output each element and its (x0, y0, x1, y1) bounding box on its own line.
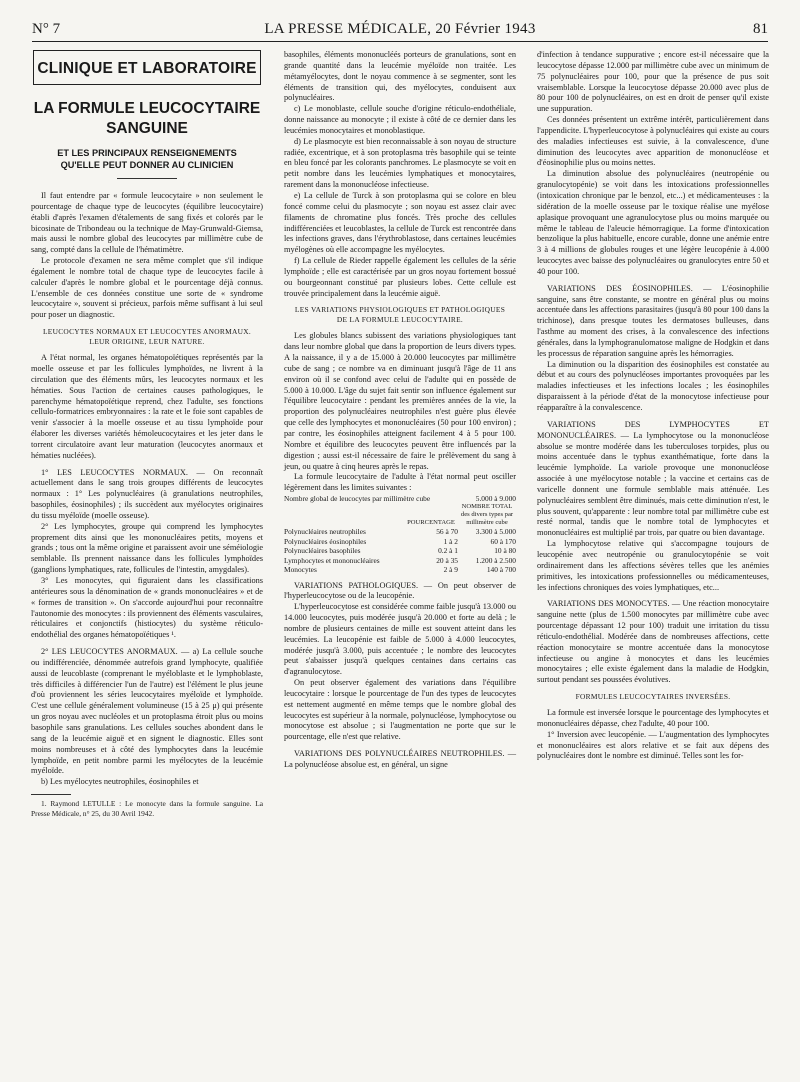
section-heading (284, 305, 516, 325)
table-row (284, 537, 516, 546)
section-heading-line: LEUR ORIGINE, LEUR NATURE. (89, 337, 205, 347)
section-heading-line: LES VARIATIONS PHYSIOLOGIQUES ET PATHOLOGIQUES (294, 305, 506, 315)
table-cell-label: Monocytes (284, 565, 317, 575)
table-cell-pct: 1 à 2 (443, 536, 458, 546)
table-row (284, 527, 516, 536)
paragraph: Le protocole d'examen ne sera même complet que s'il indique également le nombre total de chaque type de leucocytes facile à calculer d'après le nombre global et le pourcentage déjà connus. L'ensemble de ces données constitue une sorte de « syndrome leucocytaire », souvent si précieux, parfois même suffisant à lui seul pour poser un diagnostic. (31, 256, 263, 320)
section-heading (31, 327, 263, 347)
table-cell-label: Polynucléaires neutrophiles (284, 527, 366, 537)
page-number: 81 (753, 21, 768, 37)
paragraph: 1° LES LEUCOCYTES NORMAUX. — On reconnaît actuellement dans le sang trois groupes différents de leucocytes normaux : 1° Les polynucléaires (à granulations neutrophiles, basophiles, éosinophiles) ; ils succèdent aux myélocytes originaires du tissu myéloïde (moelle osseuse). (31, 467, 263, 520)
title-line: SANGUINE (106, 120, 188, 137)
paragraph: VARIATIONS DES MONOCYTES. — Une réaction monocytaire sanguine nette (plus de 1.500 monocytes par millimètre cube avec pourcentage dépassant 12 pour 100) traduit une irritation du tissu réticulo-endothélial. Modérée dans de nombreuses affections, cette réaction monocytaire se montre accentuée dans la monocytose infectieuse ou angine à monocytes et dans les leucémies monocytaires ; elle existe également dans la maladie de Hodgkin, surtout pendant ses poussées évolutives. (537, 599, 769, 685)
paragraph: 2° Les lymphocytes, groupe qui comprend les lymphocytes proprement dits ainsi que les mononucléaires petits, moyens et grands ; tous ont la même origine et paraissent avoir une séméiologie semblable. Ils prennent naissance dans les follicules lymphoïdes (ganglions lymphatiques, rate, follicules de l'intestin, amygdales). (31, 521, 263, 575)
table-cell-pct: 0.2 à 1 (438, 546, 458, 556)
paragraph: Ces données présentent un extrême intérêt, particulièrement dans l'appendicite. L'hyperleucocytose à polynucléaires qui existe au cours des maladies infectieuses est suivie, à la convalescence, d'une diminution des leucocytes avec apparition de mononucléose et d'éosinophilie plus ou moins nettes. (537, 115, 769, 168)
paragraph: Les globules blancs subissent des variations physiologiques tant dans leur nombre global que dans la proportion de leurs divers types. A la naissance, il y a de 15.000 à 20.000 leucocytes par millimètre cube de sang ; ce nombre va en diminuant jusqu'à l'âge de 11 ans environ où il se confond avec celui de l'adulte qui en possède de 5.000 à 10.000. L'âge du sujet fait sentir son influence également sur l'équilibre leucocytaire : pendant les premières années de la vie, la proportion des polynucléaires neutrophiles n'est guère plus élevée que celle des lymphocytes et mononucléaires (50 pour 100 environ) ; par contre, les éosinophiles atteignent facilement 4 à 5 pour 100. Nombre et équilibre des leucocytes peuvent être influencés par la digestion ; aussi est-il nécessaire de faire le prélèvement du sang à jeun, ou quatre à cinq heures après le repas. (284, 331, 516, 471)
paragraph: VARIATIONS DES ÉOSINOPHILES. — L'éosinophilie sanguine, sans être constante, se montre en général plus ou moins accentuée dans les affections parasitaires (jusqu'à 80 pour 100 dans la trichinose), dans presque toutes les dermatoses bulleuses, dans l'asthme au moment des crises, à la convalescence des infections générales, dans la lymphogranulomatose maligne de Hodgkin et dans les processus de réparation sanguine après les hémorragies. (537, 283, 769, 358)
subtitle-line: QU'ELLE PEUT DONNER AU CLINICIEN (60, 160, 234, 170)
table-cell-total: 3.300 à 5.000 (475, 527, 516, 537)
table-cell-total: 60 à 170 (490, 536, 516, 546)
paragraph: VARIATIONS DES POLYNUCLÉAIRES NEUTROPHILES. — La polynucléose absolue est, en général, un signe (284, 749, 516, 769)
table-cell-label: Polynucléaires éosinophiles (284, 536, 367, 546)
footnote: 1. Raymond LETULLE : Le monocyte dans la formule sanguine. La Presse Médicale, n° 25, du 30 Avril 1942. (31, 799, 263, 818)
subtitle-line: ET LES PRINCIPAUX RENSEIGNEMENTS (57, 148, 237, 158)
journal-title: LA PRESSE MÉDICALE, 20 Février 1943 (264, 21, 536, 37)
paragraph: On peut observer également des variations dans l'équilibre leucocytaire : lorsque le pourcentage de l'un des types de leucocytes est nettement augmenté en même temps que le nombre global des leucocytes est supérieur à la normale, polynucléose, lymphocytose ou monocytose est absolue ; si l'augmentation ne porte que sur le pourcentage, elle n'est que relative. (284, 678, 516, 742)
section-box: CLINIQUE ET LABORATOIRE (33, 50, 261, 85)
column-2 (284, 50, 516, 771)
running-header (32, 18, 768, 40)
paragraph: VARIATIONS PATHOLOGIQUES. — On peut observer de l'hyperleucocytose ou de la leucopénie. (284, 580, 516, 601)
table-cell-pct: 56 à 70 (436, 527, 458, 537)
table-cell-label: Polynucléaires basophiles (284, 546, 361, 556)
table-cell-pct: 2 à 9 (443, 565, 458, 575)
table-header-total: NOMBRE TOTAL des divers types par millimètre cube (460, 503, 514, 527)
issue-number: N° 7 (32, 21, 61, 37)
table-cell-total: 140 à 700 (486, 565, 516, 575)
table-row (284, 546, 516, 555)
table-cell-label: Lymphocytes et mononucléaires (284, 555, 380, 565)
table-global-value: 5.000 à 9.000 (475, 494, 516, 504)
paragraph: c) Le monoblaste, cellule souche d'origine réticulo-endothéliale, donne naissance au monocyte ; il existe à côté de ce dernier dans les leucémies monocytaires et monoblastique. (284, 104, 516, 135)
paragraph: La formule leucocytaire de l'adulte à l'état normal peut osciller légèrement dans les limites suivantes : (284, 472, 516, 493)
column-1 (31, 50, 263, 818)
paragraph: La diminution ou la disparition des éosinophiles est constatée au début et au cours des polynucléoses importantes provoquées par les maladies infectieuses et les infections locales ; les éosinophiles disparaissent à la période d'état de la monocytose infectieuse pour réapparaître à la convalescence. (537, 359, 769, 412)
section-heading-line: LEUCOCYTES NORMAUX ET LEUCOCYTES ANORMAUX. (42, 327, 252, 337)
paragraph: d'infection à tendance suppurative ; encore est-il nécessaire que la leucocytose dépasse 12.000 par millimètre cube avec un minimum de 75 polynucléaires pour 100, pour que la présence de pus soit vraisemblable. Lorsque la leucocytose dépasse 20.000 avec plus de 80 pour 100 de polynucléaires, on est en droit de penser qu'il existe une suppuration. (537, 50, 769, 114)
paragraph: d) Le plasmocyte est bien reconnaissable à son noyau de structure radiée, excentrique, et à son protoplasma très basophile qui se teinte en bleu foncé par les colorants panchromes. Le plasmocyte se voit en petit nombre dans les leucémies lymphatiques et monocytaires, rarement dans la mononucléose infectieuse. (284, 136, 516, 190)
paragraph: basophiles, éléments mononucléés porteurs de granulations, sont en grande quantité dans la leucémie myéloïde non traitée. Les métamyélocytes, dont le noyau commence à se segmenter, sont les éléments de transition qui, des myélocytes, conduisent aux polynucléaires. (284, 50, 516, 103)
paragraph: La formule est inversée lorsque le pourcentage des lymphocytes et mononucléaires dépasse, chez l'adulte, 40 pour 100. (537, 708, 769, 728)
normal-values-table (284, 503, 516, 574)
paragraph: 3° Les monocytes, qui figuraient dans les classifications antérieures sous la dénomination de « grands mononucléaires » et de « formes de transition ». On s'accorde aujourd'hui pour reconnaître l'autonomie des monocytes : ils proviennent des éléments vasculaires, réticulaires et conjonctifs (histiocytes) du système réticulo-endothélial des organes hématopoïétiques ¹. (31, 576, 263, 640)
paragraph: A l'état normal, les organes hématopoïétiques représentés par la moelle osseuse et par les follicules lymphoïdes, ne livrent à la circulation que des éléments mûrs, les leucocytes normaux et les hématies. Sous l'action de certaines causes pathologiques, le parenchyme hématopoïétique reprend, chez l'adulte, ses fonctions cellulo-formatrices embryonnaires : la rate et le foie sont capables de venir s'associer à la moelle osseuse et au tissu lymphoïde pour élaborer les diverses variétés hémoleucocytaires et les jeter dans le torrent circulatoire avant leur maturation (leucocytes anormaux et hématies nucléées). (31, 353, 263, 460)
title-line: LA FORMULE LEUCOCYTAIRE (33, 100, 261, 117)
paragraph: e) La cellule de Turck à son protoplasma qui se colore en bleu foncé comme celui du plasmocyte ; son noyau est assez clair avec filaments de chromatine plus foncés. Très proche des cellules indifférenciées et leucoblastes, la cellule de Turck est rencontrée dans les infections graves, dans l'érythroblastose, dans certaines leucémies myélogènes où elle accompagne les myélocytes. (284, 190, 516, 255)
paragraph: Il faut entendre par « formule leucocytaire » non seulement le pourcentage de chaque type de leucocytes (équilibre leucocytaire) établi d'après l'examen d'étalements de sang fixés et colorés par le bicosinate de Tribondeau ou la technique de May-Grunwald-Giemsa, mais aussi le nombre global des leucocytes par millimètre cube de sang, compté dans la cellule de l'hématimètre. (31, 191, 263, 255)
paragraph: VARIATIONS DES LYMPHOCYTES ET MONONUCLÉAIRES. — La lymphocytose ou la mononucléose absolue se montre modérée dans les tuberculoses torpides, plus ou moins accentuée dans le typhus exanthématique, forte dans la leucémie lymphoïde. La variole provoque une mononucléose associée à une myélocytose notable ; la vaccine et certains cas de varicelle donnent une formule semblable mais atténuée. Les polynucléaires semblent être diminués, mais cette diminution n'est, le plus souvent, qu'apparente : leur nombre total par millimètre cube est resté normal, tandis que le nombre total de lymphocytes et mononucléaires est multiplié par trois, par quatre ou bien davantage. (537, 419, 769, 538)
paragraph: La lymphocytose relative qui s'accompagne toujours de leucopénie avec neutropénie ou granulocytopénie se voit ordinairement dans les affections sévères telles que les anémies primitives, les intoxications professionnelles ou médicamenteuses, les infections chroniques des voies lymphatiques, etc... (537, 539, 769, 592)
paragraph: 1° Inversion avec leucopénie. — L'augmentation des lymphocytes et mononucléaires est alors relative et se fait aux dépens des polynucléaires dont le nombre est diminué. Telles sont les for- (537, 729, 769, 761)
paragraph: f) La cellule de Rieder rappelle également les cellules de la série lymphoïde ; elle est caractérisée par un gros noyau fortement bossué ou bourgeonnant constitué par plusieurs lobes. Cette cellule est trouvée principalement dans la leucémie aiguë. (284, 256, 516, 298)
table-cell-total: 10 à 80 (494, 546, 516, 556)
table-header-percentage: POURCENTAGE (407, 519, 455, 527)
column-3 (537, 50, 769, 762)
table-cell-pct: 20 à 35 (436, 555, 458, 565)
table-row (284, 565, 516, 574)
paragraph: b) Les myélocytes neutrophiles, éosinophiles et (41, 777, 199, 787)
table-global-row (284, 494, 516, 503)
paragraph: 2° LES LEUCOCYTES ANORMAUX. — a) La cellule souche ou indifférenciée, dénommée autrefois grand lymphocyte, qualifiée aussi de leucoblaste (comprenant le myéloblaste et le lymphoblaste, très difficiles à différencier l'un de l'autre) est l'élément le plus jeune d'où proviennent les séries leucocytaires myéloïde et lymphoïde. C'est une cellule généralement volumineuse (15 à 25 μ) qui présente un gros noyau avec nucléoles et un protoplasma étroit plus ou moins basophile sans granulations. Les cellules souches abondent dans le sang de la leucémie aiguë et en signent le diagnostic. Elles sont moins nombreuses et à côté des lymphocytes dans la leucémie lymphoïde, en petit nombre parmi les myélocytes de la leucémie myéloïde. (31, 647, 263, 776)
paragraph: L'hyperleucocytose est considérée comme faible jusqu'à 13.000 ou 14.000 leucocytes, puis modérée jusqu'à 20.000 et forte au delà ; le nombre de plusieurs centaines de mille est souvent atteint dans les leucémies. La leucopénie est faible de 5.000 à 4.000 leucocytes, modérée jusqu'à 3.000, puis accentuée ; le nombre des leucocytes peut s'abaisser jusqu'à quelques centaines dans certains cas d'agranulocytose. (284, 602, 516, 677)
article-subtitle (31, 147, 263, 171)
article-title (31, 99, 263, 139)
table-cell-total: 1.200 à 2.500 (475, 555, 516, 565)
table-row (284, 556, 516, 565)
paragraph: La diminution absolue des polynucléaires (neutropénie ou granulocytopénie) se voit dans les intoxications professionnelles (intoxication chronique par le benzol, etc...) et médicamenteuses : la sidération de la moelle osseuse par le toxique réalise une myélose aplasique provoquant une agranulocytose plus ou moins marquée ou même le tableau de l'aleucie hémorragique. La forme d'intoxication benzolique la plus habituelle, encore curable, donne une anémie entre 3 à 4 millions de globules rouges et une légère leucopénie à 4.000 leucocytes avec baisse des polynucléaires ou granulocytes entre 50 et 40 pour 100. (537, 169, 769, 276)
table-global-label: Nombre global de leucocytes par millimètre cube (284, 494, 431, 504)
section-heading: FORMULES LEUCOCYTAIRES INVERSÉES. (575, 692, 731, 702)
header-rule (32, 41, 768, 42)
title-separator (117, 178, 177, 179)
section-heading-line: DE LA FORMULE LEUCOCYTAIRE. (336, 315, 464, 325)
footnote-rule (31, 794, 71, 795)
